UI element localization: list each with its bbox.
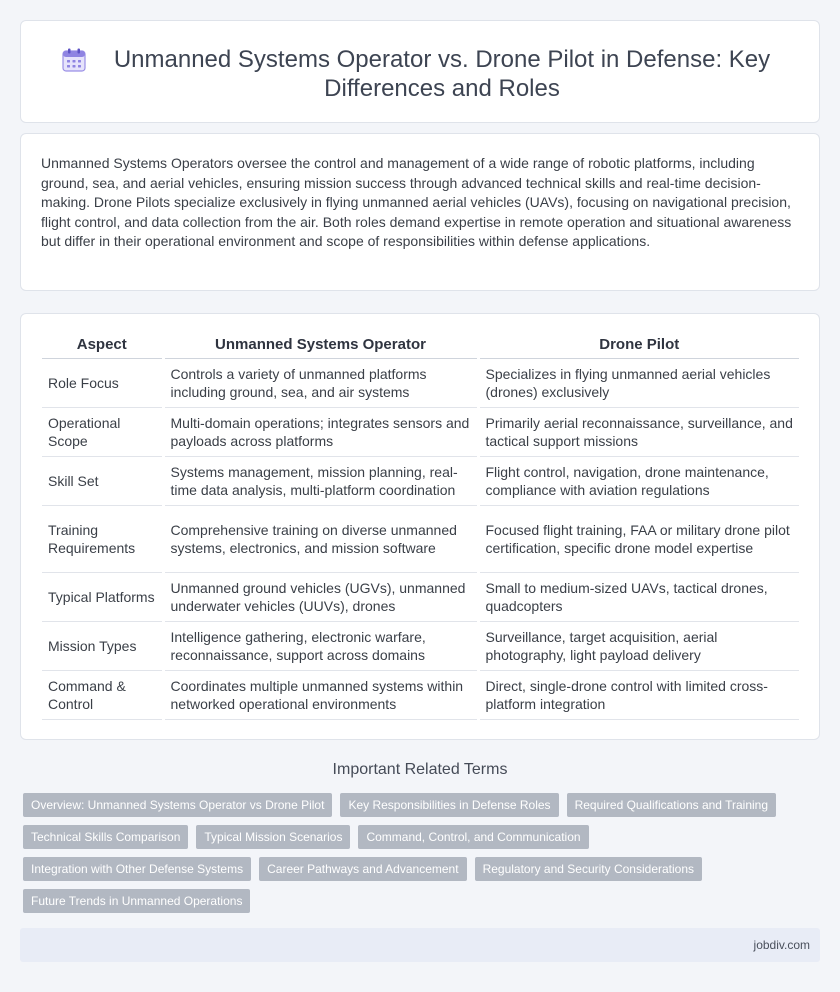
table-row — [42, 407, 799, 456]
comparison-table — [42, 334, 799, 720]
table-cell: Controls a variety of unmanned platforms including ground, sea, and air systems — [163, 358, 478, 407]
related-term-tag[interactable]: Overview: Unmanned Systems Operator vs Drone Pilot — [23, 793, 332, 817]
page-title: Unmanned Systems Operator vs. Drone Pilot in Defense: Key Differences and Roles — [113, 46, 771, 102]
table-cell: Role Focus — [42, 358, 163, 407]
table-cell: Direct, single-drone control with limited cross-platform integration — [478, 670, 799, 719]
column-header-aspect: Aspect — [42, 334, 163, 358]
table-row — [42, 572, 799, 621]
table-cell: Typical Platforms — [42, 572, 163, 621]
related-terms-list — [23, 793, 823, 921]
table-cell: Operational Scope — [42, 407, 163, 456]
comparison-card — [20, 313, 820, 740]
table-cell: Surveillance, target acquisition, aerial photography, light payload delivery — [478, 621, 799, 670]
footer — [20, 928, 820, 962]
table-cell: Mission Types — [42, 621, 163, 670]
calendar-icon — [61, 47, 87, 73]
table-cell: Command & Control — [42, 670, 163, 719]
column-header-operator: Unmanned Systems Operator — [163, 334, 478, 358]
column-header-pilot: Drone Pilot — [478, 334, 799, 358]
table-cell: Focused flight training, FAA or military drone pilot certification, specific drone model expertise — [478, 505, 799, 572]
table-cell: Comprehensive training on diverse unmanned systems, electronics, and mission software — [163, 505, 478, 572]
table-cell: Specializes in flying unmanned aerial vehicles (drones) exclusively — [478, 358, 799, 407]
table-row — [42, 670, 799, 719]
table-cell: Small to medium-sized UAVs, tactical drones, quadcopters — [478, 572, 799, 621]
related-term-tag[interactable]: Typical Mission Scenarios — [196, 825, 350, 849]
intro-text: Unmanned Systems Operators oversee the control and management of a wide range of robotic platforms, including ground, sea, and aerial vehicles, ensuring mission success through advanced technical skills and real-time decision-making. Drone Pilots specialize exclusively in flying unmanned aerial vehicles (UAVs), focusing on navigational precision, flight control, and data collection from the air. Both roles demand expertise in remote operation and situational awareness but differ in their operational environment and scope of responsibilities within defense applications. — [41, 155, 792, 249]
table-row — [42, 505, 799, 572]
intro-card — [20, 133, 820, 291]
footer-site-link[interactable]: jobdiv.com — [753, 938, 810, 952]
related-term-tag[interactable]: Career Pathways and Advancement — [259, 857, 466, 881]
table-row — [42, 358, 799, 407]
table-cell: Multi-domain operations; integrates sensors and payloads across platforms — [163, 407, 478, 456]
table-header-row — [42, 334, 799, 358]
header-card — [20, 20, 820, 123]
related-terms-heading: Important Related Terms — [332, 761, 508, 778]
related-term-tag[interactable]: Command, Control, and Communication — [358, 825, 588, 849]
related-term-tag[interactable]: Technical Skills Comparison — [23, 825, 188, 849]
table-row — [42, 456, 799, 505]
table-row — [42, 621, 799, 670]
table-cell: Unmanned ground vehicles (UGVs), unmanned underwater vehicles (UUVs), drones — [163, 572, 478, 621]
related-term-tag[interactable]: Integration with Other Defense Systems — [23, 857, 251, 881]
table-cell: Training Requirements — [42, 505, 163, 572]
table-cell: Intelligence gathering, electronic warfare, reconnaissance, support across domains — [163, 621, 478, 670]
table-cell: Flight control, navigation, drone maintenance, compliance with aviation regulations — [478, 456, 799, 505]
table-cell: Skill Set — [42, 456, 163, 505]
table-cell: Systems management, mission planning, real-time data analysis, multi-platform coordination — [163, 456, 478, 505]
related-term-tag[interactable]: Regulatory and Security Considerations — [475, 857, 702, 881]
related-term-tag[interactable]: Key Responsibilities in Defense Roles — [340, 793, 558, 817]
related-term-tag[interactable]: Future Trends in Unmanned Operations — [23, 889, 250, 913]
table-cell: Coordinates multiple unmanned systems within networked operational environments — [163, 670, 478, 719]
related-term-tag[interactable]: Required Qualifications and Training — [567, 793, 776, 817]
table-cell: Primarily aerial reconnaissance, surveillance, and tactical support missions — [478, 407, 799, 456]
